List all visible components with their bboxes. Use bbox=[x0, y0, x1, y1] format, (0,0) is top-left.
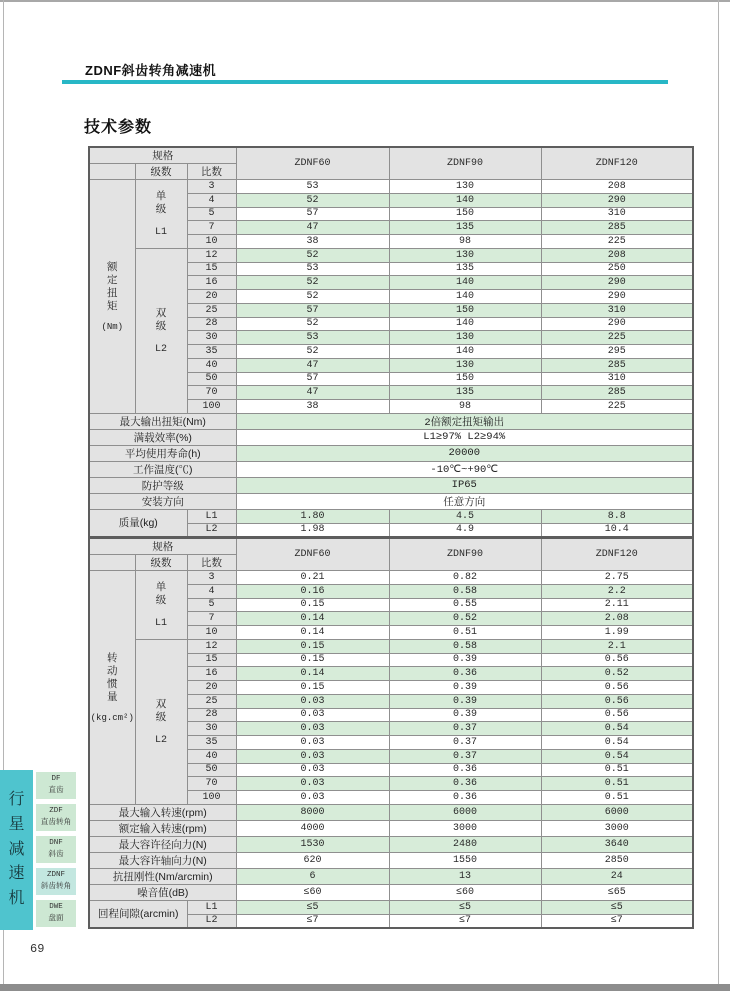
value-cell: 0.39 bbox=[389, 653, 541, 667]
value-cell: 0.03 bbox=[236, 749, 389, 763]
stage-header-cell: 级数 bbox=[135, 555, 187, 571]
single-stage-cell bbox=[135, 571, 187, 640]
summary-value-cell: 1530 bbox=[236, 836, 389, 852]
ratio-cell: 12 bbox=[187, 639, 236, 653]
value-cell: 0.15 bbox=[236, 653, 389, 667]
ratio-cell: 12 bbox=[187, 248, 236, 262]
sidebar-tab-name: 盘面 bbox=[48, 913, 64, 922]
page-edge-bottom bbox=[0, 984, 730, 991]
value-cell: 52 bbox=[236, 345, 389, 359]
summary-value-cell: 8000 bbox=[236, 804, 389, 820]
ratio-cell: 10 bbox=[187, 235, 236, 249]
value-cell: 2.75 bbox=[541, 571, 693, 585]
vertical-label-char: 双 bbox=[155, 306, 167, 319]
ratio-cell: 25 bbox=[187, 694, 236, 708]
summary-value-cell: 6000 bbox=[389, 804, 541, 820]
bottom-value-cell: 10.4 bbox=[541, 523, 693, 537]
table-row bbox=[89, 248, 693, 262]
table-row bbox=[89, 180, 693, 194]
empty-header-cell bbox=[89, 555, 135, 571]
summary-row bbox=[89, 820, 693, 836]
row-group-label bbox=[89, 571, 135, 805]
value-cell: 38 bbox=[236, 400, 389, 414]
vertical-label-char: 量 bbox=[107, 691, 118, 703]
header-accent-rule bbox=[62, 80, 668, 84]
summary-span-value: 任意方向 bbox=[236, 493, 693, 509]
sidebar-tab-code: DWE bbox=[49, 903, 63, 912]
value-cell: 0.54 bbox=[541, 749, 693, 763]
ratio-cell: 4 bbox=[187, 584, 236, 598]
summary-value-cell: 3640 bbox=[541, 836, 693, 852]
summary-value-cell: ≤65 bbox=[541, 884, 693, 900]
model-header-cell: ZDNF60 bbox=[236, 147, 389, 180]
summary-label: 满载效率(%) bbox=[89, 429, 236, 445]
ratio-cell: 40 bbox=[187, 749, 236, 763]
vertical-label-char: 双 bbox=[155, 697, 167, 710]
value-cell: 57 bbox=[236, 303, 389, 317]
ratio-cell: 28 bbox=[187, 317, 236, 331]
summary-value-cell: 620 bbox=[236, 852, 389, 868]
summary-span-value: 20000 bbox=[236, 445, 693, 461]
stage-sub-cell: L1 bbox=[187, 900, 236, 914]
value-cell: 0.58 bbox=[389, 584, 541, 598]
value-cell: 0.03 bbox=[236, 722, 389, 736]
sidebar-tab-code: ZDNF bbox=[46, 871, 65, 880]
sidebar-tab-name: 斜齿转角 bbox=[40, 881, 72, 890]
summary-label: 工作温度(℃) bbox=[89, 461, 236, 477]
value-cell: 250 bbox=[541, 262, 693, 276]
ratio-cell: 15 bbox=[187, 653, 236, 667]
summary-row bbox=[89, 461, 693, 477]
value-cell: 0.52 bbox=[389, 612, 541, 626]
value-cell: 225 bbox=[541, 235, 693, 249]
ratio-cell: 5 bbox=[187, 207, 236, 221]
value-cell: 0.56 bbox=[541, 708, 693, 722]
summary-row bbox=[89, 429, 693, 445]
summary-label: 最大容许轴向力(N) bbox=[89, 852, 236, 868]
value-cell: 150 bbox=[389, 303, 541, 317]
stage-header-cell: 级数 bbox=[135, 164, 187, 180]
table-header-row bbox=[89, 147, 693, 164]
summary-row bbox=[89, 445, 693, 461]
sidebar-series-char: 星 bbox=[8, 815, 25, 833]
value-cell: 0.51 bbox=[541, 791, 693, 805]
vertical-label-unit: (Nm) bbox=[101, 322, 124, 333]
value-cell: 0.56 bbox=[541, 681, 693, 695]
sidebar-tab-zdnf bbox=[36, 868, 76, 895]
stage-sub-cell: L2 bbox=[187, 914, 236, 928]
model-header-cell: ZDNF120 bbox=[541, 538, 693, 571]
spec-header-cell: 规格 bbox=[89, 538, 236, 555]
single-stage-cell bbox=[135, 180, 187, 249]
vertical-label-char: 惯 bbox=[107, 677, 118, 690]
value-cell: 53 bbox=[236, 262, 389, 276]
sidebar-tab-name: 斜齿 bbox=[48, 849, 64, 858]
summary-value-cell: 2850 bbox=[541, 852, 693, 868]
ratio-cell: 30 bbox=[187, 722, 236, 736]
page-number: 69 bbox=[30, 942, 45, 956]
bottom-value-cell: ≤5 bbox=[389, 900, 541, 914]
ratio-cell: 16 bbox=[187, 276, 236, 290]
vertical-label-unit: L1 bbox=[154, 618, 167, 630]
summary-row bbox=[89, 836, 693, 852]
value-cell: 47 bbox=[236, 358, 389, 372]
bottom-group-row bbox=[89, 900, 693, 914]
value-cell: 52 bbox=[236, 248, 389, 262]
summary-value-cell: 3000 bbox=[541, 820, 693, 836]
summary-label: 最大输入转速(rpm) bbox=[89, 804, 236, 820]
sidebar-series-char: 减 bbox=[8, 840, 25, 858]
vertical-label-char: 级 bbox=[155, 711, 167, 724]
summary-row bbox=[89, 804, 693, 820]
bottom-value-cell: 8.8 bbox=[541, 509, 693, 523]
bottom-group-label: 回程间隙(arcmin) bbox=[89, 900, 187, 928]
bottom-value-cell: 1.80 bbox=[236, 509, 389, 523]
value-cell: 140 bbox=[389, 276, 541, 290]
bottom-value-cell: ≤7 bbox=[541, 914, 693, 928]
vertical-label-char: 额 bbox=[107, 260, 118, 273]
value-cell: 0.37 bbox=[389, 749, 541, 763]
ratio-cell: 20 bbox=[187, 290, 236, 304]
summary-span-value: L1≥97% L2≥94% bbox=[236, 429, 693, 445]
value-cell: 0.36 bbox=[389, 791, 541, 805]
table-row bbox=[89, 571, 693, 585]
ratio-cell: 10 bbox=[187, 626, 236, 640]
summary-label: 额定输入转速(rpm) bbox=[89, 820, 236, 836]
value-cell: 0.03 bbox=[236, 791, 389, 805]
summary-row bbox=[89, 884, 693, 900]
value-cell: 0.37 bbox=[389, 736, 541, 750]
value-cell: 0.39 bbox=[389, 708, 541, 722]
value-cell: 290 bbox=[541, 290, 693, 304]
value-cell: 47 bbox=[236, 386, 389, 400]
sidebar-tab-column bbox=[36, 772, 76, 932]
double-stage-cell bbox=[135, 639, 187, 804]
ratio-cell: 100 bbox=[187, 400, 236, 414]
value-cell: 0.36 bbox=[389, 667, 541, 681]
ratio-cell: 7 bbox=[187, 612, 236, 626]
summary-span-value: IP65 bbox=[236, 477, 693, 493]
value-cell: 290 bbox=[541, 317, 693, 331]
model-header-cell: ZDNF90 bbox=[389, 538, 541, 571]
vertical-label-char: 扭 bbox=[107, 286, 118, 299]
value-cell: 150 bbox=[389, 372, 541, 386]
bottom-value-cell: ≤5 bbox=[236, 900, 389, 914]
summary-row bbox=[89, 413, 693, 429]
page-edge-top bbox=[0, 0, 730, 2]
table-row bbox=[89, 639, 693, 653]
value-cell: 135 bbox=[389, 221, 541, 235]
ratio-header-cell: 比数 bbox=[187, 164, 236, 180]
value-cell: 0.15 bbox=[236, 598, 389, 612]
sidebar-series-char: 速 bbox=[8, 865, 25, 883]
value-cell: 0.15 bbox=[236, 681, 389, 695]
vertical-label-char: 定 bbox=[107, 273, 118, 286]
sidebar-tab-dnf bbox=[36, 836, 76, 863]
sidebar-series-char: 机 bbox=[8, 890, 25, 908]
value-cell: 130 bbox=[389, 331, 541, 345]
value-cell: 285 bbox=[541, 221, 693, 235]
value-cell: 0.21 bbox=[236, 571, 389, 585]
vertical-label-unit: (kg.cm²) bbox=[90, 713, 134, 724]
sidebar-series-char: 行 bbox=[8, 791, 25, 808]
vertical-label-char: 单 bbox=[155, 580, 167, 593]
summary-label: 抗扭刚性(Nm/arcmin) bbox=[89, 868, 236, 884]
ratio-cell: 7 bbox=[187, 221, 236, 235]
value-cell: 295 bbox=[541, 345, 693, 359]
value-cell: 130 bbox=[389, 358, 541, 372]
ratio-cell: 15 bbox=[187, 262, 236, 276]
vertical-label-char: 动 bbox=[107, 664, 118, 677]
sidebar-tab-name: 直齿 bbox=[48, 785, 64, 794]
value-cell: 98 bbox=[389, 235, 541, 249]
value-cell: 0.36 bbox=[389, 777, 541, 791]
ratio-cell: 4 bbox=[187, 193, 236, 207]
vertical-label-char: 级 bbox=[155, 594, 167, 607]
summary-value-cell: 2480 bbox=[389, 836, 541, 852]
ratio-cell: 3 bbox=[187, 180, 236, 194]
model-header-cell: ZDNF90 bbox=[389, 147, 541, 180]
bottom-value-cell: 4.5 bbox=[389, 509, 541, 523]
ratio-header-cell: 比数 bbox=[187, 555, 236, 571]
sidebar-tab-code: DF bbox=[51, 775, 61, 784]
value-cell: 135 bbox=[389, 262, 541, 276]
bottom-value-cell: 4.9 bbox=[389, 523, 541, 537]
vertical-label-char: 级 bbox=[155, 320, 167, 333]
empty-header-cell bbox=[89, 164, 135, 180]
ratio-cell: 16 bbox=[187, 667, 236, 681]
value-cell: 0.03 bbox=[236, 763, 389, 777]
value-cell: 2.11 bbox=[541, 598, 693, 612]
summary-row bbox=[89, 868, 693, 884]
model-header-cell: ZDNF60 bbox=[236, 538, 389, 571]
value-cell: 310 bbox=[541, 303, 693, 317]
value-cell: 290 bbox=[541, 193, 693, 207]
summary-value-cell: 24 bbox=[541, 868, 693, 884]
value-cell: 130 bbox=[389, 180, 541, 194]
value-cell: 208 bbox=[541, 180, 693, 194]
summary-value-cell: ≤60 bbox=[389, 884, 541, 900]
value-cell: 0.14 bbox=[236, 667, 389, 681]
section-title: 技术参数 bbox=[84, 119, 153, 136]
ratio-cell: 70 bbox=[187, 777, 236, 791]
summary-span-value: -10℃~+90℃ bbox=[236, 461, 693, 477]
ratio-cell: 28 bbox=[187, 708, 236, 722]
value-cell: 0.51 bbox=[389, 626, 541, 640]
value-cell: 285 bbox=[541, 386, 693, 400]
value-cell: 0.52 bbox=[541, 667, 693, 681]
value-cell: 0.51 bbox=[541, 763, 693, 777]
value-cell: 0.56 bbox=[541, 653, 693, 667]
value-cell: 98 bbox=[389, 400, 541, 414]
value-cell: 0.03 bbox=[236, 736, 389, 750]
bottom-value-cell: ≤7 bbox=[236, 914, 389, 928]
sidebar-tab-dwe bbox=[36, 900, 76, 927]
ratio-cell: 50 bbox=[187, 763, 236, 777]
value-cell: 140 bbox=[389, 290, 541, 304]
value-cell: 150 bbox=[389, 207, 541, 221]
value-cell: 0.55 bbox=[389, 598, 541, 612]
sidebar-tab-name: 直齿转角 bbox=[40, 817, 72, 826]
summary-label: 最大容许径向力(N) bbox=[89, 836, 236, 852]
spec-table bbox=[88, 537, 694, 929]
summary-value-cell: 6 bbox=[236, 868, 389, 884]
double-stage-cell bbox=[135, 248, 187, 413]
spec-table bbox=[88, 146, 694, 538]
ratio-cell: 30 bbox=[187, 331, 236, 345]
ratio-cell: 50 bbox=[187, 372, 236, 386]
value-cell: 0.03 bbox=[236, 694, 389, 708]
value-cell: 0.16 bbox=[236, 584, 389, 598]
ratio-cell: 35 bbox=[187, 736, 236, 750]
value-cell: 140 bbox=[389, 317, 541, 331]
value-cell: 140 bbox=[389, 193, 541, 207]
value-cell: 57 bbox=[236, 207, 389, 221]
summary-value-cell: ≤60 bbox=[236, 884, 389, 900]
value-cell: 225 bbox=[541, 400, 693, 414]
sidebar-tab-df bbox=[36, 772, 76, 799]
summary-row bbox=[89, 477, 693, 493]
value-cell: 52 bbox=[236, 317, 389, 331]
value-cell: 0.15 bbox=[236, 639, 389, 653]
value-cell: 52 bbox=[236, 276, 389, 290]
value-cell: 57 bbox=[236, 372, 389, 386]
value-cell: 0.37 bbox=[389, 722, 541, 736]
value-cell: 53 bbox=[236, 331, 389, 345]
ratio-cell: 3 bbox=[187, 571, 236, 585]
summary-label: 最大输出扭矩(Nm) bbox=[89, 413, 236, 429]
sidebar-tab-code: DNF bbox=[49, 839, 63, 848]
value-cell: 2.1 bbox=[541, 639, 693, 653]
vertical-label-char: 转 bbox=[107, 651, 118, 664]
ratio-cell: 20 bbox=[187, 681, 236, 695]
sidebar-tab-code: ZDF bbox=[49, 807, 63, 816]
vertical-label-unit: L1 bbox=[154, 227, 167, 239]
summary-value-cell: 1550 bbox=[389, 852, 541, 868]
value-cell: 47 bbox=[236, 221, 389, 235]
rated-torque-table bbox=[88, 146, 694, 538]
bottom-value-cell: 1.98 bbox=[236, 523, 389, 537]
value-cell: 0.39 bbox=[389, 694, 541, 708]
row-group-label bbox=[89, 180, 135, 414]
ratio-cell: 40 bbox=[187, 358, 236, 372]
model-header-cell: ZDNF120 bbox=[541, 147, 693, 180]
stage-sub-cell: L2 bbox=[187, 523, 236, 537]
value-cell: 0.36 bbox=[389, 763, 541, 777]
value-cell: 310 bbox=[541, 372, 693, 386]
summary-row bbox=[89, 852, 693, 868]
value-cell: 310 bbox=[541, 207, 693, 221]
value-cell: 0.58 bbox=[389, 639, 541, 653]
spec-header-cell: 规格 bbox=[89, 147, 236, 164]
ratio-cell: 100 bbox=[187, 791, 236, 805]
value-cell: 225 bbox=[541, 331, 693, 345]
doc-header-title: ZDNF斜齿转角减速机 bbox=[85, 63, 217, 78]
sidebar-series-strip bbox=[0, 770, 33, 930]
value-cell: 53 bbox=[236, 180, 389, 194]
vertical-label-char: 单 bbox=[155, 189, 167, 202]
summary-value-cell: 4000 bbox=[236, 820, 389, 836]
summary-label: 噪音值(dB) bbox=[89, 884, 236, 900]
table-header-row bbox=[89, 538, 693, 555]
vertical-label-char: 矩 bbox=[107, 300, 118, 312]
summary-value-cell: 6000 bbox=[541, 804, 693, 820]
page-edge-right bbox=[718, 0, 719, 991]
value-cell: 1.99 bbox=[541, 626, 693, 640]
value-cell: 0.82 bbox=[389, 571, 541, 585]
ratio-cell: 70 bbox=[187, 386, 236, 400]
value-cell: 0.03 bbox=[236, 777, 389, 791]
summary-row bbox=[89, 493, 693, 509]
value-cell: 52 bbox=[236, 290, 389, 304]
summary-value-cell: 3000 bbox=[389, 820, 541, 836]
value-cell: 130 bbox=[389, 248, 541, 262]
value-cell: 0.14 bbox=[236, 626, 389, 640]
summary-value-cell: 13 bbox=[389, 868, 541, 884]
value-cell: 2.08 bbox=[541, 612, 693, 626]
summary-label: 防护等级 bbox=[89, 477, 236, 493]
value-cell: 0.39 bbox=[389, 681, 541, 695]
summary-label: 安装方向 bbox=[89, 493, 236, 509]
value-cell: 0.54 bbox=[541, 722, 693, 736]
value-cell: 52 bbox=[236, 193, 389, 207]
value-cell: 38 bbox=[236, 235, 389, 249]
value-cell: 0.51 bbox=[541, 777, 693, 791]
ratio-cell: 5 bbox=[187, 598, 236, 612]
bottom-value-cell: ≤7 bbox=[389, 914, 541, 928]
value-cell: 0.03 bbox=[236, 708, 389, 722]
value-cell: 285 bbox=[541, 358, 693, 372]
value-cell: 135 bbox=[389, 386, 541, 400]
ratio-cell: 25 bbox=[187, 303, 236, 317]
summary-label: 平均使用寿命(h) bbox=[89, 445, 236, 461]
bottom-group-label: 质量(kg) bbox=[89, 509, 187, 537]
vertical-label-unit: L2 bbox=[154, 343, 167, 355]
vertical-label-unit: L2 bbox=[154, 734, 167, 746]
value-cell: 0.54 bbox=[541, 736, 693, 750]
bottom-group-row bbox=[89, 509, 693, 523]
value-cell: 0.56 bbox=[541, 694, 693, 708]
value-cell: 0.14 bbox=[236, 612, 389, 626]
value-cell: 2.2 bbox=[541, 584, 693, 598]
vertical-label-char: 级 bbox=[155, 203, 167, 216]
value-cell: 290 bbox=[541, 276, 693, 290]
rotational-inertia-table bbox=[88, 537, 694, 929]
value-cell: 140 bbox=[389, 345, 541, 359]
summary-span-value: 2倍额定扭矩输出 bbox=[236, 413, 693, 429]
value-cell: 208 bbox=[541, 248, 693, 262]
sidebar-tab-zdf bbox=[36, 804, 76, 831]
ratio-cell: 35 bbox=[187, 345, 236, 359]
stage-sub-cell: L1 bbox=[187, 509, 236, 523]
bottom-value-cell: ≤5 bbox=[541, 900, 693, 914]
